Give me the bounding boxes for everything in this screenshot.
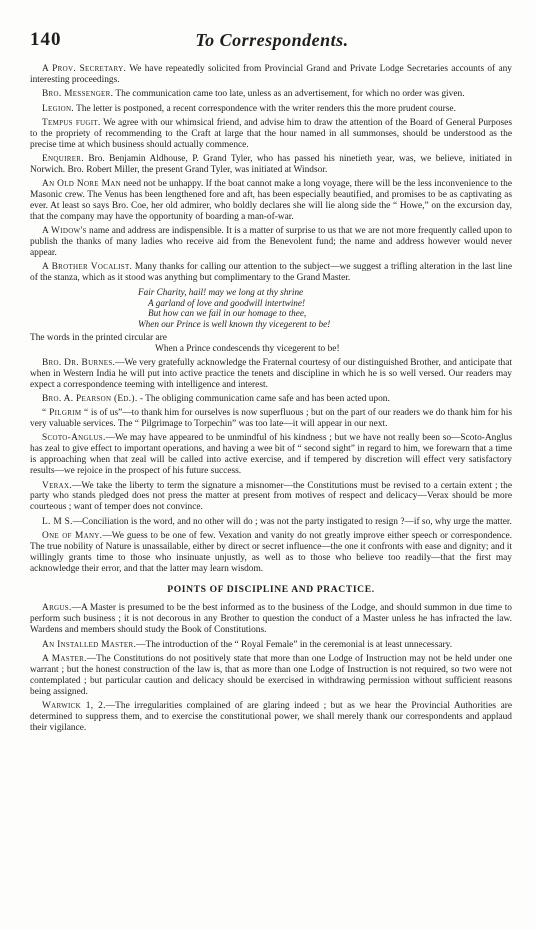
addressee: Verax. [42,480,72,491]
addressee: An Installed Master. [42,639,137,650]
note-text: We have repeatedly solicited from Provincial Grand and Private Lodge Secretaries accounts of any interesting proceedings. [30,64,512,85]
addressee: A Brother Vocalist. [42,262,133,273]
addressee: “ Pilgrim “ [42,408,89,419]
note-text: —Conciliation is the word, and no other will do ; was not the party instigated to resign ?—if so, why urge the matter. [72,516,512,527]
poem-stanza [138,287,512,329]
discipline-note [30,603,512,636]
page-number: 140 [30,29,62,50]
addressee: A Master. [42,653,87,664]
note-text: —We guess to be one of few. Vexation and vanity do not greatly improve either speech or correspondence. The true nobility of Nature is unassailable, either by direct or secret influence—the one it confronts with ease and dignity; and it willingly grants time to those who insinuate unjustly, as well as to those who believe too readily—that the first may acknowledge their error, and that the latter may learn wisdom. [30,530,513,574]
correspondent-note [30,154,512,176]
correspondent-note [30,118,512,151]
addressee: Bro. A. Pearson (Ed.). [42,393,138,404]
addressee: An Old Nore Man [42,179,121,190]
correspondent-note [30,531,512,575]
note-text: —We very gratefully acknowledge the Fraternal courtesy of our distinguished Brother, and anticipate that when in Western India he will put into active practice the tenets and discipline in which he is so well versed. Our readers may expect a correspondence teeming with intelligence and interest. [30,357,513,390]
circular-intro: The words in the printed circular are [30,333,167,344]
poem-line: But how can we fail in our homage to thee, [148,308,307,319]
poem-line: A garland of love and goodwill intertwine! [148,297,306,308]
correspondent-note [30,262,512,284]
correspondent-note [30,179,512,223]
correspondent-note [30,358,512,391]
addressee: Warwick 1, 2. [42,700,106,711]
note-text: - The obliging communication came safe and has been acted upon. [137,393,390,404]
note-text: —We may have appeared to be unmindful of his kindness ; but we have not really been so—Scoto-Anglus has zeal to give effect to important operations, and having a wee bit of “ second sight” in regard to him, we forewarn that a time is approaching when that zeal will be called into active exercise, and if tempered by discretion will effect very satisfactory results—we rejoice in the prospect of his future success. [30,433,512,477]
note-text: —A Master is presumed to be the best informed as to the business of the Lodge, and should summon in due time to perform such business ; it is not decorous in any Brother to question the conduct of a Master unless he has infracted the law. Wardens and members should study the Book of Constitutions. [30,603,512,636]
addressee: A Widow's [42,226,87,237]
running-head: To Correspondents. [195,30,349,50]
note-text: is of us”—to thank him for ourselves is now superfluous ; but on the part of our readers we do thank him for his very valuable services. The “ Pilgrimage to Torpechin” was too late—it will appear in our next. [30,408,512,430]
note-text: —We take the liberty to term the signature a misnomer—the Constitutions must be revised to a certain extent ; the party who stands pledged does not press the matter at present from motives of respect and delicacy—Verax should be more courteous ; want of temper does not convince. [30,480,512,513]
addressee: A Prov. Secretary. [42,64,127,74]
circular-line: When a Prince condescends thy vicegerent to be! [155,343,340,354]
note-text: need not be unhappy. If the boat cannot make a long voyage, there will be the less inconvenience to the Masonic crew. The Venus has been lengthened fore and aft, has been especially beautified, and promises to be as captivating as ever. At least so says Bro. Coe, her old admirer, who boldly declares she will lie along side the “ Howe,” on the excursion day, that the company may have the opportunity of boarding a man-of-war. [30,179,512,222]
poem-line: Fair Charity, hail! may we long at thy shrine [138,287,304,298]
addressee: Bro. Dr. Burnes. [42,357,116,368]
section-title: POINTS OF DISCIPLINE AND PRACTICE. [167,583,375,595]
page-header [30,29,514,55]
discipline-note [30,701,512,734]
note-text: name and address are indispensible. It is a matter of surprise to us that we are not more frequently called upon to publish the thanks of many ladies who receive aid from the Benevolent fund; the name and address however would never appear. [30,226,512,258]
correspondent-note [30,517,512,528]
addressee: Tempus fugit. [42,117,101,128]
addressee: Argus. [42,603,72,614]
addressee: One of Many. [42,530,103,541]
note-text: —The introduction of the “ Royal Female” in the ceremonial is at least unnecessary. [136,639,453,650]
correspondent-note [30,433,512,477]
correspondent-note [30,89,512,100]
note-text: We agree with our whimsical friend, and advise him to draw the attention of the Board of General Purposes to the propriety of recommending to the Craft at large that the hour named in all summonses, should be understood as the precise time at which business should actually commence. [30,117,512,150]
addressee: Legion. [42,103,74,114]
addressee: Enquirer. [42,153,84,164]
correspondent-note [30,104,512,115]
note-text: The communication came too late, unless as an advertisement, for which no order was given. [113,89,465,100]
page-body [30,64,512,737]
addressee: Bro. Messenger. [42,89,114,100]
note-text: Many thanks for calling our attention to the subject—we suggest a trifling alteration in the last line of the stanza, which as it stood was anything but complimentary to the Grand Master. [30,262,512,284]
discipline-note [30,654,512,698]
note-text: —The Constitutions do not positively state that more than one Lodge of Instruction may not be held under one warrant ; but the honest construction of the law is, that as more than one Lodge of Instruction is not required, so two were not contemplated ; but particular caution and delicacy should be exercised in withdrawing permission without sufficient reasons being assigned. [30,653,512,697]
addressee: Scoto-Anglus. [42,433,106,444]
correspondent-note [30,64,512,86]
correspondent-note [30,481,512,514]
note-text: Bro. Benjamin Aldhouse, P. Grand Tyler, who has passed his ninetieth year, was, we believe, initiated in Norwich. Bro. Robert Miller, the present Grand Tyler, was initiated at Windsor. [30,153,512,175]
discipline-note [30,640,512,651]
note-text: The letter is postponed, a recent correspondence with the writer renders this the more prudent course. [73,103,456,114]
addressee: L. M S. [42,516,73,527]
correspondent-note [30,226,512,259]
correspondent-note [30,394,512,405]
note-text: —The irregularities complained of are glaring indeed ; but as we hear the Provincial Authorities are determined to suppress them, and to exercise the constitutional power, we shall merely thank our correspondents and applaud their vigilance. [30,700,513,733]
correspondent-note [30,408,512,430]
poem-line: When our Prince is well known thy vicegerent to be! [138,318,331,329]
